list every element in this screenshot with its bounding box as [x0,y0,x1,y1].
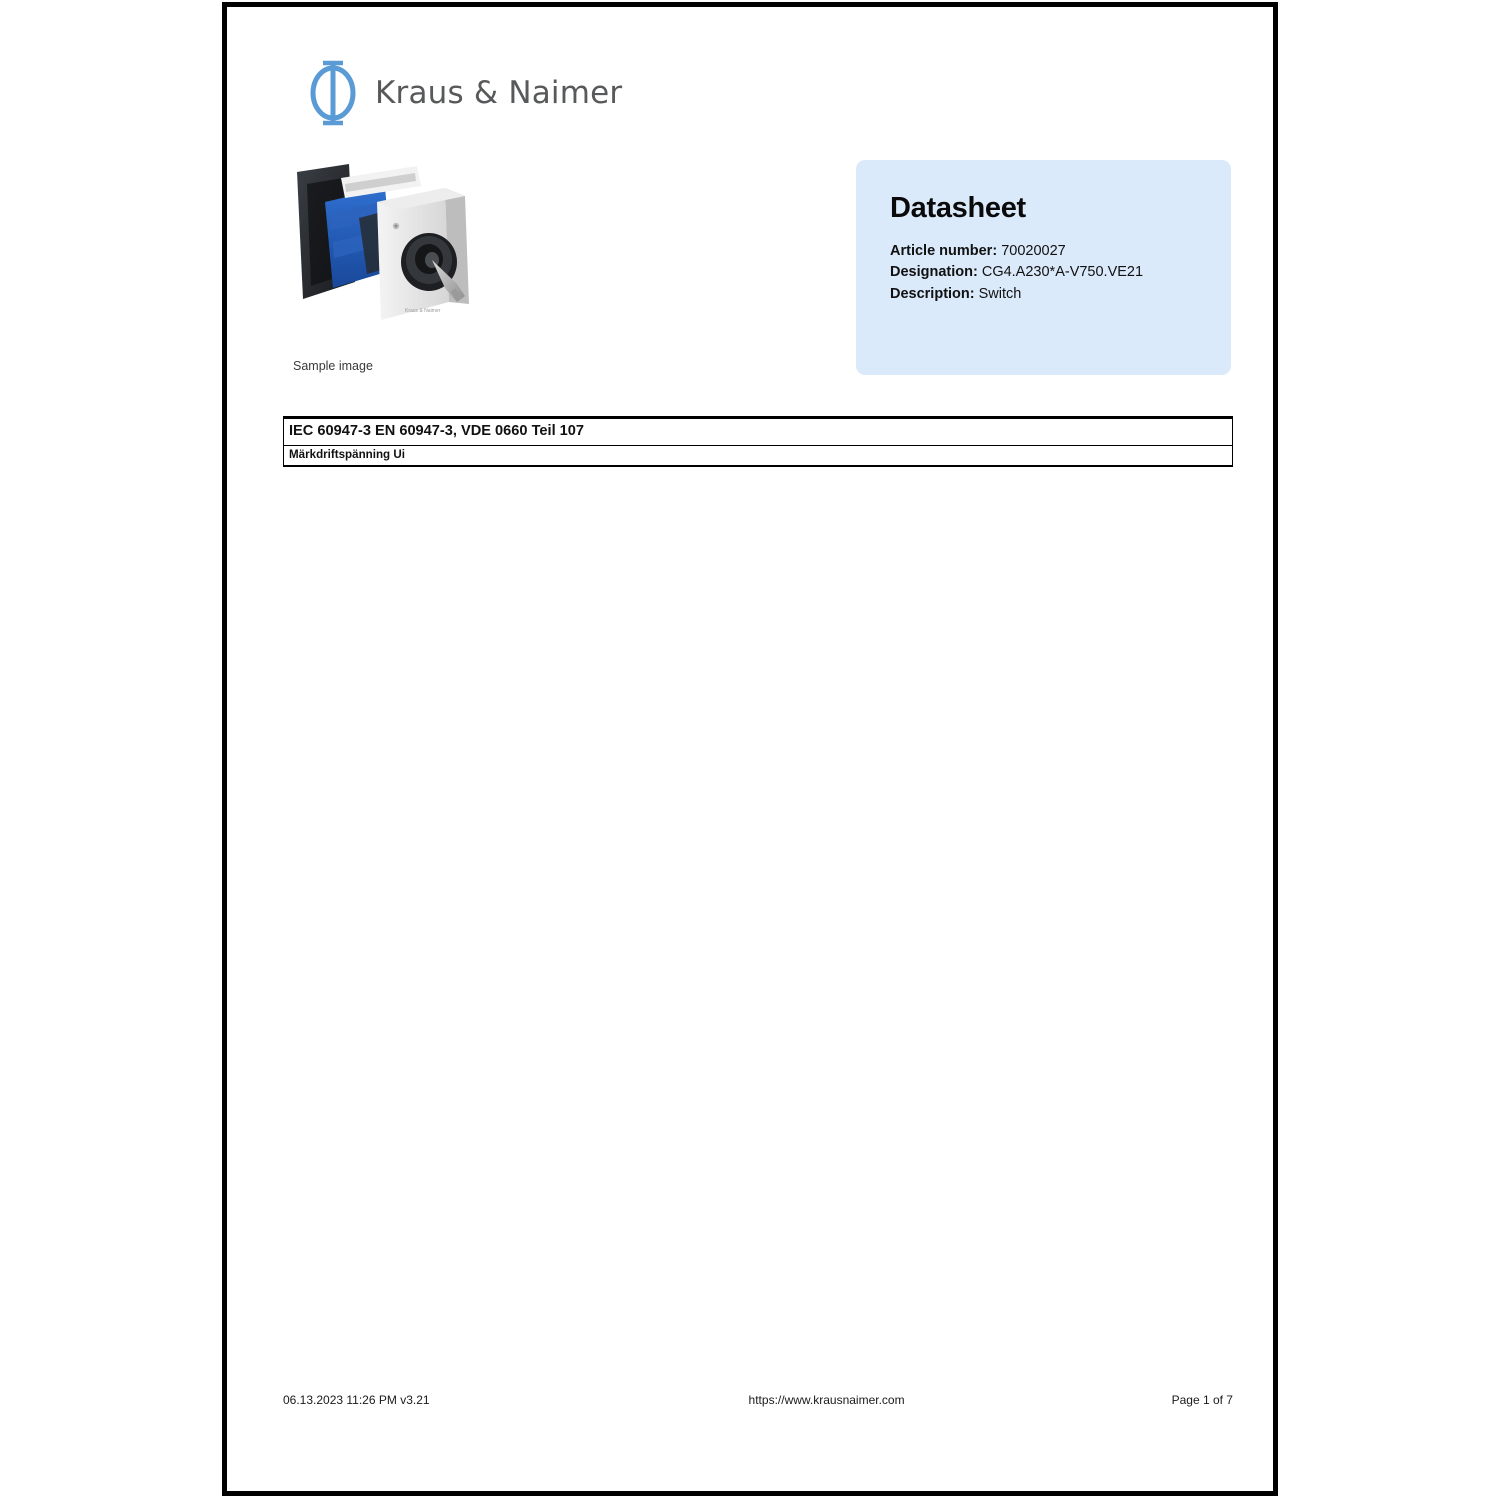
designation-line [890,262,1231,283]
description-line [890,284,1231,305]
footer-page-number: Page 1 of 7 [1171,1393,1233,1407]
article-number-label: Article number: [890,243,998,259]
page-footer [283,1393,1233,1407]
group-heading: Märkdriftspänning Ui [284,446,1232,466]
brand-name: Kraus & Naimer [375,75,623,111]
spec-table [284,418,1232,466]
designation-label: Designation: [890,264,978,281]
sample-image-caption: Sample image [293,359,373,373]
specification-table [283,416,1233,467]
footer-timestamp: 06.13.2023 11:26 PM v3.21 [283,1393,430,1407]
svg-text:Kraus & Naimer: Kraus & Naimer [405,308,441,314]
description-value: Switch [978,285,1022,302]
phi-logo-icon [305,59,361,127]
datasheet-info-box [856,160,1231,375]
document-page [222,2,1278,1496]
standard-heading: IEC 60947-3 EN 60947-3, VDE 0660 Teil 107 [284,419,1232,446]
description-label: Description: [890,285,975,302]
article-number-value: 70020027 [1001,243,1066,259]
product-image [289,162,499,347]
footer-url[interactable]: https://www.krausnaimer.com [748,1393,905,1407]
group-heading-row [284,446,1232,466]
standard-heading-row [284,419,1232,446]
brand-header [305,59,622,127]
article-number-line [890,241,1231,262]
designation-value: CG4.A230*A-V750.VE21 [981,264,1144,281]
datasheet-title: Datasheet [890,192,1026,224]
